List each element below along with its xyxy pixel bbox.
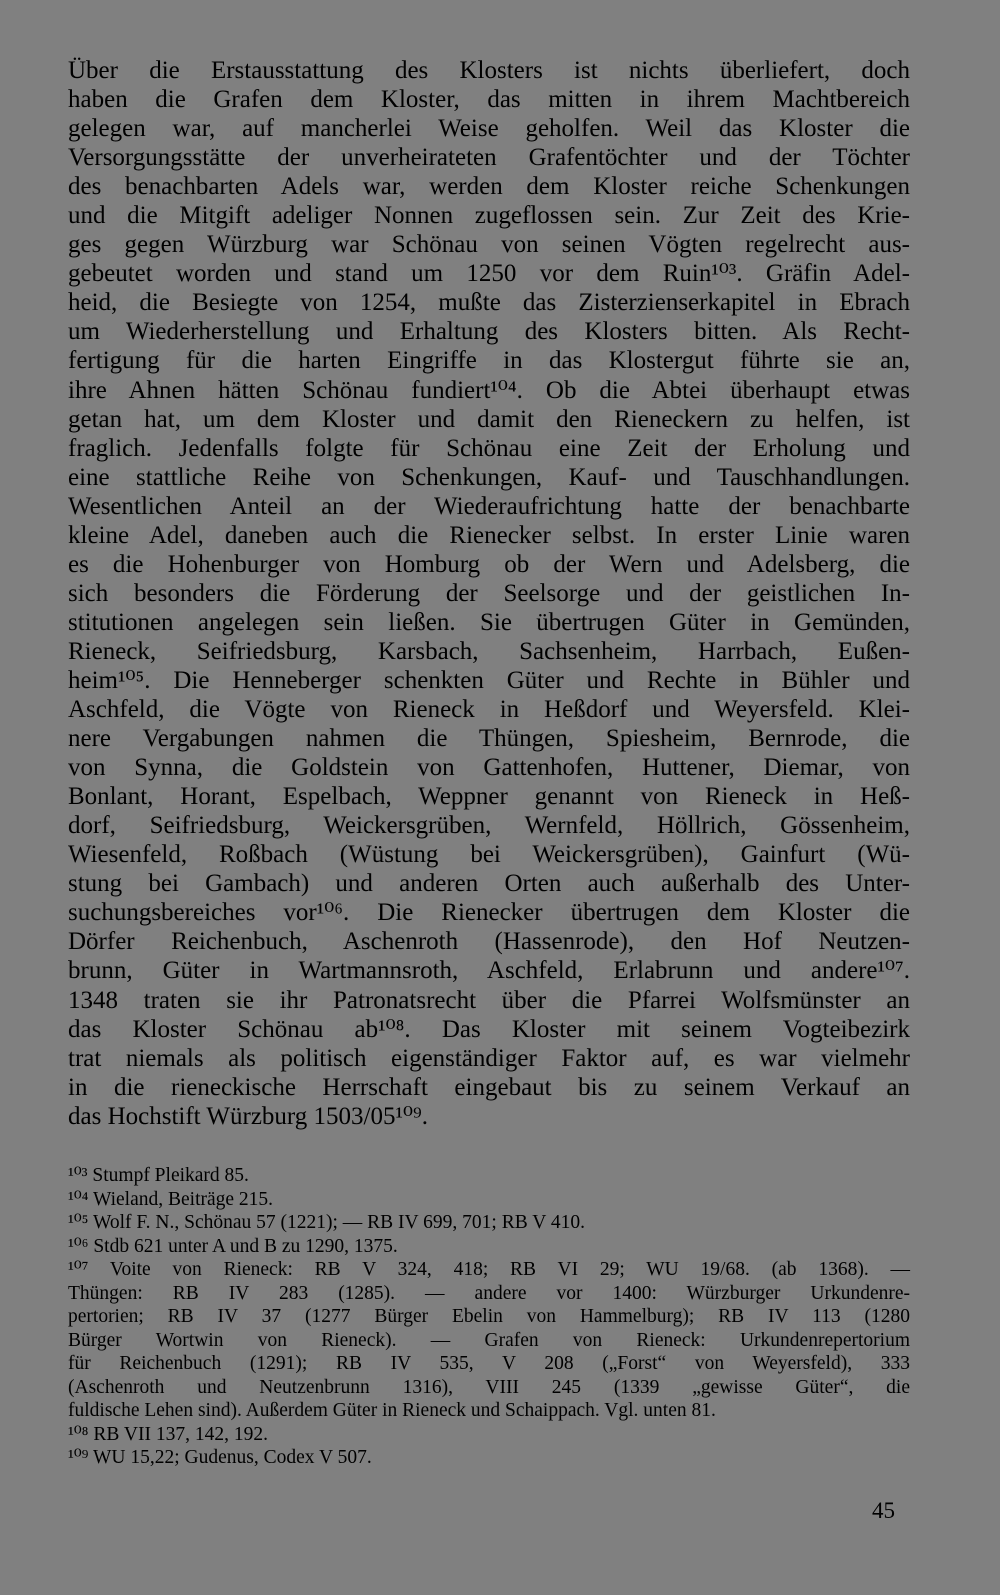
main-text bbox=[68, 56, 910, 1131]
footnote-107-line: Bürger Wortwin von Rieneck). — Grafen von Rieneck: Urkundenrepertorium bbox=[68, 1329, 910, 1351]
body-line: sich besonders die Förderung der Seelsorge und der geistlichen In- bbox=[68, 579, 910, 607]
body-line: von Synna, die Goldstein von Gattenhofen, Huttener, Diemar, von bbox=[68, 754, 910, 782]
body-line: gelegen war, auf mancherlei Weise geholfen. Weil das Kloster die bbox=[68, 115, 910, 143]
body-line: Bonlant, Horant, Espelbach, Weppner genannt von Rieneck in Heß- bbox=[68, 783, 910, 811]
body-line: Versorgungsstätte der unverheirateten Grafentöchter und der Töchter bbox=[68, 144, 910, 172]
body-line: dorf, Seifriedsburg, Weickersgrüben, Wernfeld, Höllrich, Gössenheim, bbox=[68, 812, 910, 840]
body-line: brunn, Güter in Wartmannsroth, Aschfeld, Erlabrunn und andere¹⁰⁷. bbox=[68, 957, 910, 985]
footnote-107-line: fuldische Lehen sind). Außerdem Güter in Rieneck und Schaippach. Vgl. unten 81. bbox=[68, 1400, 716, 1421]
body-line: trat niemals als politisch eigenständiger Faktor auf, es war vielmehr bbox=[68, 1044, 910, 1072]
body-line: Rieneck, Seifriedsburg, Karsbach, Sachsenheim, Harrbach, Eußen- bbox=[68, 637, 910, 665]
footnote-103: ¹⁰³ Stumpf Pleikard 85. bbox=[68, 1165, 249, 1186]
footnote-109: ¹⁰⁹ WU 15,22; Gudenus, Codex V 507. bbox=[68, 1447, 372, 1468]
body-line: fraglich. Jedenfalls folgte für Schönau eine Zeit der Erholung und bbox=[68, 434, 910, 462]
body-line: Über die Erstausstattung des Klosters ist nichts überliefert, doch bbox=[68, 57, 910, 84]
body-line: fertigung für die harten Eingriffe in das Klostergut führte sie an, bbox=[68, 347, 910, 375]
footnote-106: ¹⁰⁶ Stdb 621 unter A und B zu 1290, 1375. bbox=[68, 1235, 398, 1257]
body-line: das Hochstift Würzburg 1503/05¹⁰⁹. bbox=[68, 1102, 428, 1130]
body-line: Dörfer Reichenbuch, Aschenroth (Hassenrode), den Hof Neutzen- bbox=[68, 928, 910, 956]
body-line: ges gegen Würzburg war Schönau von seinen Vögten regelrecht aus- bbox=[68, 231, 910, 259]
body-line: Wesentlichen Anteil an der Wiederaufrichtung hatte der benachbarte bbox=[68, 492, 910, 520]
footnote-107-line: Thüngen: RB IV 283 (1285). — andere vor 1400: Würzburger Urkundenre- bbox=[68, 1282, 910, 1304]
body-line: in die rieneckische Herrschaft eingebaut bis zu seinem Verkauf an bbox=[68, 1073, 910, 1101]
body-line: Aschfeld, die Vögte von Rieneck in Heßdorf und Weyersfeld. Klei- bbox=[68, 696, 910, 724]
footnote-104: ¹⁰⁴ Wieland, Beiträge 215. bbox=[68, 1188, 274, 1210]
page-number: 45 bbox=[872, 1498, 895, 1523]
footnote-105: ¹⁰⁵ Wolf F. N., Schönau 57 (1221); — RB IV 699, 701; RB V 410. bbox=[68, 1212, 585, 1233]
body-line: des benachbarten Adels war, werden dem Kloster reiche Schenkungen bbox=[68, 173, 910, 201]
body-line: stitutionen angelegen sein ließen. Sie übertrugen Güter in Gemünden, bbox=[68, 608, 910, 636]
body-line: um Wiederherstellung und Erhaltung des Klosters bitten. Als Recht- bbox=[68, 318, 910, 346]
body-line: ihre Ahnen hätten Schönau fundiert¹⁰⁴. Ob die Abtei überhaupt etwas bbox=[68, 376, 910, 404]
body-line: getan hat, um dem Kloster und damit den Rieneckern zu helfen, ist bbox=[68, 405, 910, 433]
footnote-107: ¹⁰⁷ Voite von Rieneck: RB V 324, 418; RB VI 29; WU 19/68. (ab 1368). — bbox=[68, 1259, 910, 1280]
body-line: das Kloster Schönau ab¹⁰⁸. Das Kloster mit seinem Vogteibezirk bbox=[68, 1015, 910, 1043]
body-line: haben die Grafen dem Kloster, das mitten in ihrem Machtbereich bbox=[68, 86, 910, 114]
body-line: es die Hohenburger von Homburg ob der Wern und Adelsberg, die bbox=[68, 550, 910, 578]
body-line: Wiesenfeld, Roßbach (Wüstung bei Weickersgrüben), Gainfurt (Wü- bbox=[68, 841, 910, 869]
body-line: nere Vergabungen nahmen die Thüngen, Spiesheim, Bernrode, die bbox=[68, 725, 910, 753]
footnote-107-line: (Aschenroth und Neutzenbrunn 1316), VIII 245 (1339 „gewisse Güter“, die bbox=[68, 1376, 910, 1398]
body-line: kleine Adel, daneben auch die Rienecker selbst. In erster Linie waren bbox=[68, 521, 910, 549]
body-line: heim¹⁰⁵. Die Henneberger schenkten Güter und Rechte in Bühler und bbox=[68, 666, 910, 694]
body-line: stung bei Gambach) und anderen Orten auch außerhalb des Unter- bbox=[68, 870, 910, 898]
body-paragraph bbox=[68, 56, 910, 1131]
footnote-108: ¹⁰⁸ RB VII 137, 142, 192. bbox=[68, 1423, 268, 1445]
body-line: und die Mitgift adeliger Nonnen zugeflossen sein. Zur Zeit des Krie- bbox=[68, 202, 910, 230]
footnotes bbox=[68, 1164, 910, 1470]
body-line: suchungsbereiches vor¹⁰⁶. Die Rienecker übertrugen dem Kloster die bbox=[68, 899, 910, 927]
footnote-107-line: pertorien; RB IV 37 (1277 Bürger Ebelin von Hammelburg); RB IV 113 (1280 bbox=[68, 1306, 910, 1327]
body-line: eine stattliche Reihe von Schenkungen, Kauf- und Tauschhandlungen. bbox=[68, 463, 910, 491]
footnote-107-line: für Reichenbuch (1291); RB IV 535, V 208 („Forst“ von Weyersfeld), 333 bbox=[68, 1353, 910, 1374]
body-line: heid, die Besiegte von 1254, mußte das Zisterzienserkapitel in Ebrach bbox=[68, 289, 910, 317]
body-line: 1348 traten sie ihr Patronatsrecht über die Pfarrei Wolfsmünster an bbox=[68, 986, 910, 1014]
body-line: gebeutet worden und stand um 1250 vor dem Ruin¹⁰³. Gräfin Adel- bbox=[68, 260, 910, 288]
